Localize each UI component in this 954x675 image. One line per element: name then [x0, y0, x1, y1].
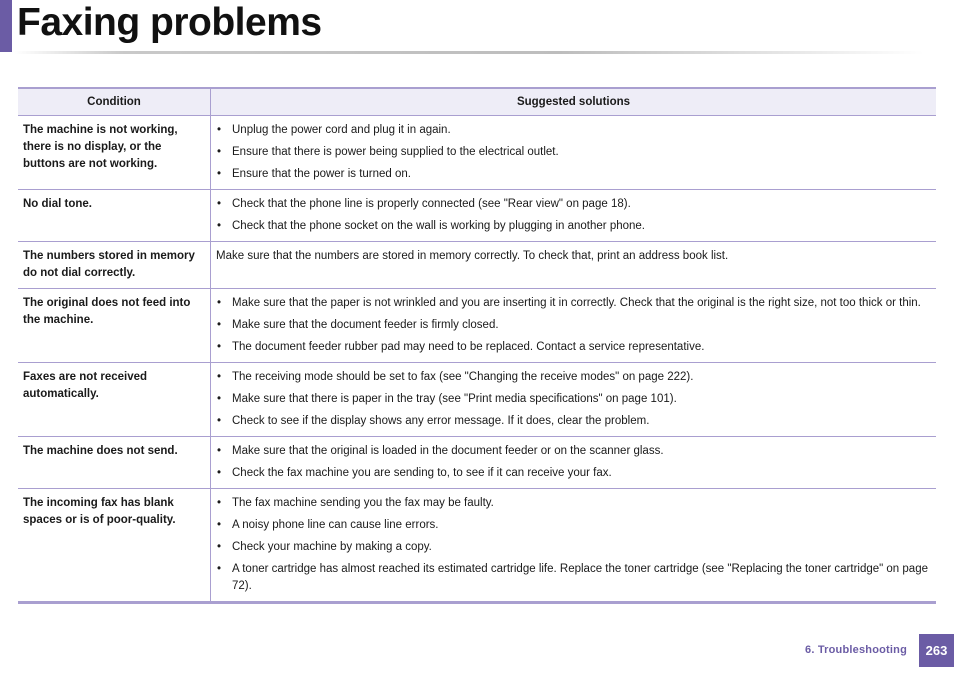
solution-item: • Check that the phone line is properly connected (see "Rear view" on page 18). [216, 196, 931, 213]
solution-item: • The fax machine sending you the fax may be faulty. [216, 495, 931, 512]
solution-item: • Make sure that the document feeder is firmly closed. [216, 317, 931, 334]
solutions-cell [211, 116, 937, 190]
solution-item: • A toner cartridge has almost reached its estimated cartridge life. Replace the toner cartridge (see "Replacing the toner cartridge" on page 72). [216, 561, 931, 595]
solution-item: • A noisy phone line can cause line errors. [216, 517, 931, 534]
solution-item: • Check to see if the display shows any error message. If it does, clear the problem. [216, 413, 931, 430]
solution-item: • Ensure that the power is turned on. [216, 166, 931, 183]
solution-list [216, 196, 931, 235]
troubleshooting-table [18, 87, 936, 604]
page-title: Faxing problems [17, 1, 322, 44]
solution-item: • Make sure that there is paper in the tray (see "Print media specifications" on page 101). [216, 391, 931, 408]
table-row [18, 242, 936, 289]
solution-item: • Make sure that the original is loaded in the document feeder or on the scanner glass. [216, 443, 931, 460]
solution-item: • Check your machine by making a copy. [216, 539, 931, 556]
solutions-cell [211, 289, 937, 363]
solution-list [216, 495, 931, 595]
solutions-cell [211, 489, 937, 603]
table-row [18, 190, 936, 242]
condition-cell: No dial tone. [18, 190, 211, 242]
solution-item: • Check the fax machine you are sending to, to see if it can receive your fax. [216, 465, 931, 482]
solution-item: • Ensure that there is power being supplied to the electrical outlet. [216, 144, 931, 161]
condition-cell: The numbers stored in memory do not dial correctly. [18, 242, 211, 289]
title-underline [14, 51, 924, 54]
table-row [18, 437, 936, 489]
solution-list [216, 369, 931, 430]
solution-list [216, 122, 931, 183]
table-row [18, 116, 936, 190]
solution-list [216, 443, 931, 482]
solution-item: • Unplug the power cord and plug it in again. [216, 122, 931, 139]
solutions-cell [211, 363, 937, 437]
condition-cell: The machine is not working, there is no display, or the buttons are not working. [18, 116, 211, 190]
solution-list [216, 295, 931, 356]
table-row [18, 363, 936, 437]
solution-item: • The document feeder rubber pad may need to be replaced. Contact a service representative. [216, 339, 931, 356]
footer-section-label: 6. Troubleshooting [805, 644, 907, 656]
solutions-cell [211, 190, 937, 242]
solution-item: • The receiving mode should be set to fax (see "Changing the receive modes" on page 222). [216, 369, 931, 386]
condition-cell: The incoming fax has blank spaces or is of poor-quality. [18, 489, 211, 603]
table-row [18, 489, 936, 603]
condition-cell: The machine does not send. [18, 437, 211, 489]
solution-item: • Check that the phone socket on the wall is working by plugging in another phone. [216, 218, 931, 235]
solutions-cell: Make sure that the numbers are stored in memory correctly. To check that, print an address book list. [211, 242, 937, 289]
title-accent-bar [0, 0, 12, 52]
header-suggested-solutions: Suggested solutions [211, 88, 937, 116]
table-row [18, 289, 936, 363]
header-condition: Condition [18, 88, 211, 116]
table-header-row [18, 88, 936, 116]
condition-cell: Faxes are not received automatically. [18, 363, 211, 437]
solution-item: • Make sure that the paper is not wrinkled and you are inserting it in correctly. Check that the original is the right size, not too thick or thin. [216, 295, 931, 312]
page-number: 263 [919, 634, 954, 667]
condition-cell: The original does not feed into the machine. [18, 289, 211, 363]
solutions-cell [211, 437, 937, 489]
